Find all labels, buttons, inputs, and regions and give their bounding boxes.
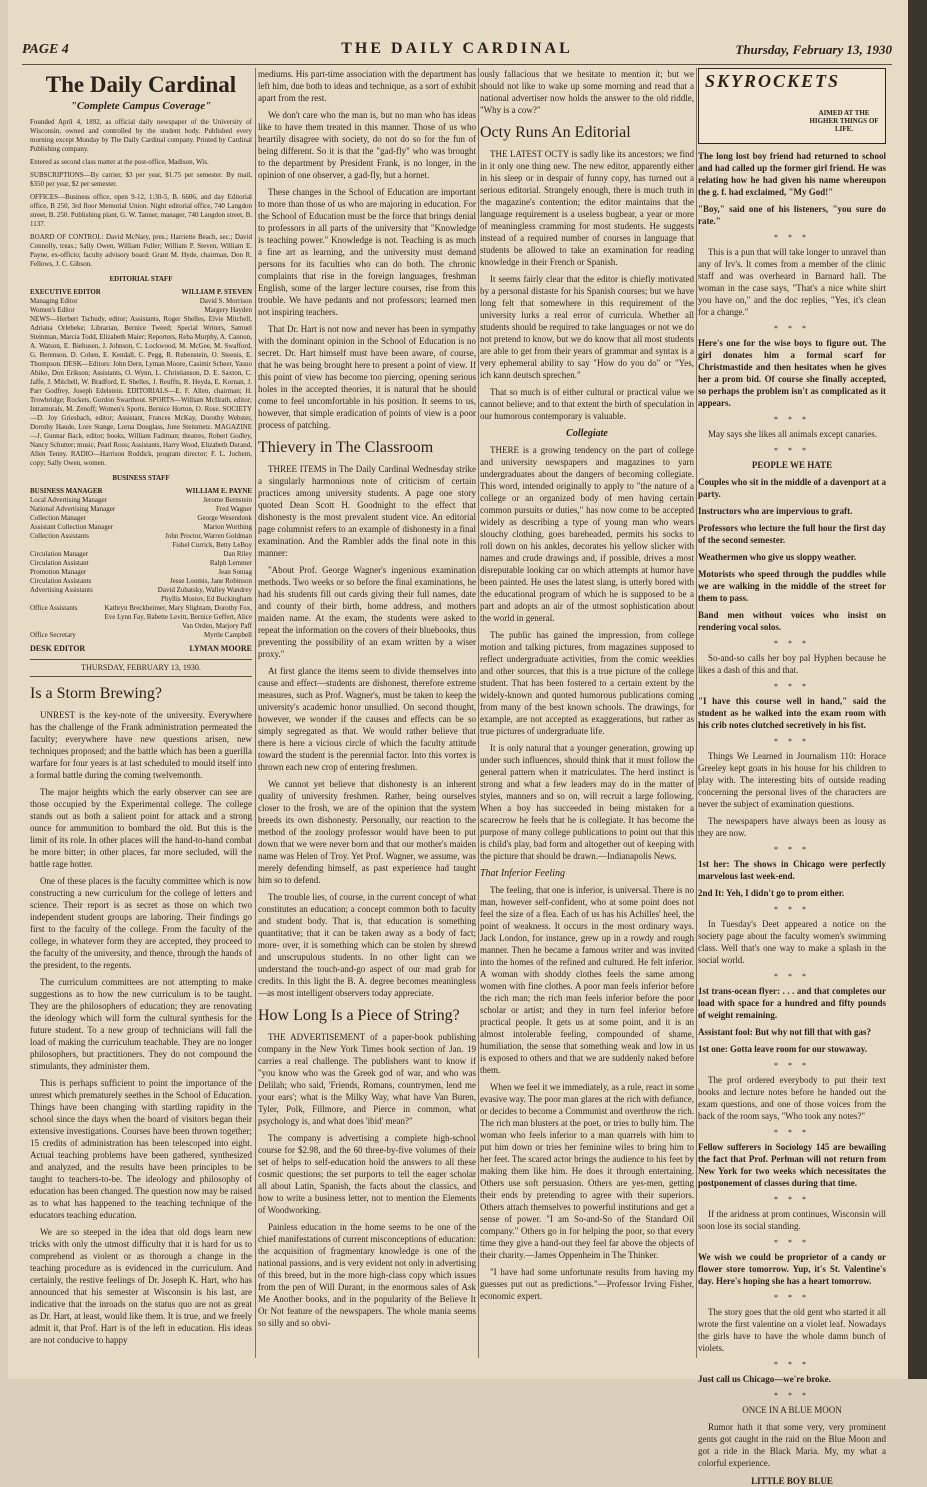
- column-rule: [696, 68, 697, 1358]
- founded-note: Founded April 4, 1892, as official daily newspaper of the University of Wisconsin, owned and controlled by the student body. Published every morning except Monday by The Daily Cardinal company. Printed by Cardinal Publishing company.: [30, 118, 252, 153]
- skyrockets-title: SKYROCKETS: [705, 71, 841, 91]
- item: Instructors who are impervious to graft.: [698, 506, 853, 516]
- separator: * * *: [774, 1128, 810, 1137]
- item: Motorists who speed through the puddles while we are walking in the middle of the street for them to pass.: [698, 569, 886, 603]
- staff-title: Office Secretary: [30, 631, 76, 639]
- headline-storm: Is a Storm Brewing?: [30, 685, 162, 702]
- staff-name: John Proctor, Warren Goldman: [165, 532, 252, 540]
- staff-name: Margery Hayden: [204, 306, 252, 314]
- staff-row: [30, 577, 252, 586]
- item: Couples who sit in the middle of a davenport at a party.: [698, 477, 887, 499]
- separator: * * *: [774, 1391, 810, 1400]
- staff-title: Advertising Assistants: [30, 586, 93, 594]
- separator: * * *: [774, 905, 810, 914]
- desk-editor-row: [30, 644, 252, 653]
- staff-title: Local Advertising Manager: [30, 496, 107, 504]
- staff-title: Circulation Assistant: [30, 559, 89, 567]
- item: Assistant fool: But why not fill that with gas?: [698, 1027, 872, 1037]
- paragraph: THREE ITEMS in The Daily Cardinal Wednesday strike a singularly harmonious note of criticism of certain practices among university students. A page one story quoted Dean Scott H. Goodnight to the effect that dishonesty is the most prevalent student vice. An editorial page columnist refers to an example of dishonesty in a final examination. And the Rambler adds the final note in this manner:: [258, 464, 476, 558]
- staff-row: [30, 595, 252, 604]
- separator: * * *: [774, 415, 810, 424]
- staff-name: David S. Morrison: [199, 297, 252, 305]
- staff-row: [30, 306, 252, 315]
- item: Just call us Chicago—we're broke.: [698, 1374, 831, 1384]
- staff-name: Phyllis Mostov, Ed Buckingham: [161, 595, 252, 603]
- page-number: PAGE 4: [22, 42, 69, 57]
- skyrockets-header: [698, 68, 886, 144]
- separator: * * *: [774, 1293, 810, 1302]
- separator: * * *: [774, 1238, 810, 1247]
- business-staff-heading: BUSINESS STAFF: [112, 474, 170, 482]
- paragraph: The major heights which the early observer can see are those occupied by the Experimental college. The college stands out as both a salient point for attack and a strong ounce for ammunition to bombard the old. But this is the limit of its role. In other places will the hand-to-hand combat be more bitter; in other places, far more secluded, will the battle rage hotter.: [30, 787, 252, 869]
- nameplate: The Daily Cardinal: [45, 72, 237, 97]
- paragraph: UNREST is the key-note of the university. Everywhere has the challenge of the Frank administration permeated the faculty; everywhere have new questions arisen, new techniques proposed; and the battle which has been a guerilla warfare for four years is at last scheduled to mould itself into a formal battle during the coming twelvemonth.: [30, 710, 252, 780]
- item: 1st her: The shows in Chicago were perfectly marvelous last week-end.: [698, 859, 886, 881]
- paragraph: ously fallacious that we hesitate to mention it; but we should not like to wake up some morning and read that a national advertiser now holds the answer to the old riddle, "Why is a cow?": [480, 69, 694, 115]
- paragraph: It seems fairly clear that the editor is chiefly motivated by a personal distaste for his Spanish courses; but we have long felt that somewhere in this requirement of the university lurks a real error of curricula. Whether all students should be required to take languages or not we do not pretend to know, but we do know that all most students are able to get from their years of grammar and syntax is a very ephemeral ability to say "How do you do" or "Yes, ich kann deutsch sprechen.": [480, 274, 694, 380]
- issue-date: Thursday, February 13, 1930: [735, 42, 892, 57]
- column-3: [480, 68, 694, 1368]
- staff-row: [30, 568, 252, 577]
- staff-row: [30, 586, 252, 595]
- paragraph: We don't care who the man is, but no man who has ideas like to have them treated in this manner. Those of us who heartily disagree with society, do not do so for the fun of being different. So it is that the "gad-fly" who was brought to the department by President Frank, is no longer, in the opinion of one observer, a gad-fly, but a hornet.: [258, 110, 476, 180]
- item: We wish we could be proprietor of a candy or flower store tomorrow. Yup, it's St. Valentine's day. Here's hoping she has a heart tomorrow.: [698, 1252, 886, 1286]
- staff-list: NEWS—Herbert Tschudy, editor; Assistants, Roger Shelles, Elvie Mitchell, Adriana Orlebeke; Librarian, Bernice Tweed; Special Writers, Samuel Steinman, Marcia Todd, Elizabeth Maier; Reporters, Reba Murphy, A. Cannon, A. Watson, E. Biehusen, J. Johnson, C. Lockwood, M. McGee, M. Swafford, G. Berenson, D. Cohen, E. Kendall, C. Pegg, R. Rubenstein, O. Steenis, E. Thompson. DESK—Editors: John Dern, Lyman Moore, Casimir Scheer, Yasuo Abiko, Don Erikson; Assistants, O. Wynn, L. Christianson, D. E. Saxton, C. Jaffe, J. Mitchell, W. Bradford, E. Shelles, J. Reuffts, R. Heyda, E. Kornan, J. Parr Godfrey, Joseph Edelstein. EDITORIALS—E. F. Allen, chairman; H. Trowbridge; Rockets, Gordon Swarthout. SPORTS—William McIlrath, editor; Intramurals, M. Zenoff; Women's Sports, Bernice Horton, O. Rose. SOCIETY—D. Joy Griesbach, editor; Assistant, Frances McKay, Dorothy Webster, Dorothy Haude, Lore Stange, Lorna Douglass, June Steinmetz. MAGAZINE—J. Gunnar Back, editor; books, William Fadiman; theatres, Robert Godley, Nancy Schutter; music, Pearl Roos; Assistants, Harry Wood, Elizabeth Durand, Allen Tenny. RADIO—Harrison Roddick, program director; F. L. Jochem, copy; Sally Owen, women.: [30, 315, 252, 467]
- item: The story goes that the old gent who started it all wrote the first valentine on a violet leaf. Nowadays the girls have to have the whole damn bunch of violets.: [698, 1307, 886, 1353]
- item: If the aridness at prom continues, Wisconsin will soon lose its social standing.: [698, 1209, 886, 1231]
- column-4: [698, 68, 887, 1486]
- headline-octy: Octy Runs An Editorial: [480, 124, 631, 141]
- staff-name: Fred Wagner: [215, 505, 252, 513]
- headline-thievery: Thievery in The Classroom: [258, 439, 434, 456]
- separator: * * *: [774, 1360, 810, 1369]
- staff-title: BUSINESS MANAGER: [30, 487, 103, 495]
- staff-title: National Advertising Manager: [30, 505, 116, 513]
- paragraph: This is perhaps sufficient to point the importance of the unrest which prematurely seethes in the School of Education. Things have been changing with startling rapidity in the school since the days when the board of visitors began their extensive investigations. Courses have been thrown together; 15 credits of administration has been telescoped into eight. Actual teaching problems have been gathered, synthesized and analyzed, and the results have been principles to be taught to teachers-to-be. The ideology and philosophy of education has been changed. The question now may be raised as to what has happened to the teaching technique of the educators teaching education.: [30, 1078, 252, 1220]
- staff-title: EXECUTIVE EDITOR: [30, 288, 101, 296]
- item: Weathermen who give us sloppy weather.: [698, 552, 857, 562]
- staff-row: [30, 523, 252, 532]
- item: 2nd It: Yeh, I didn't go to prom either.: [698, 888, 845, 898]
- staff-title: Circulation Manager: [30, 550, 89, 558]
- item-heading: PEOPLE WE HATE: [751, 460, 833, 470]
- staff-name: George Wesendonk: [197, 514, 252, 522]
- paragraph: These changes in the School of Education are important to more than those of us who are majoring in education. For the School of Education must be the force that brings denial to professors in all parts of the university that "Knowledge is teaching power." Knowledge is not. Teaching is as much a fine art as learning, and the university must demand persons for its faculties who can do both. The chronic complaints that rise in the foreign languages, freshman English, some of the larger lecture courses, rise from this trouble. We have pedants and not professors; learned men not inspiring teachers.: [258, 187, 476, 317]
- staff-name: David Zubatsky, Walley Wandrey: [157, 586, 252, 594]
- staff-row: [30, 550, 252, 559]
- editorial-staff-heading: EDITORIAL STAFF: [109, 275, 173, 283]
- staff-title: DESK EDITOR: [30, 644, 86, 653]
- item: "I have this course well in hand," said the student as he walked into the exam room with his crib notes clutched secretively in his fist.: [698, 696, 886, 730]
- paragraph: We are so steeped in the idea that old dogs learn new tricks with only the utmost difficulty that it is hard for us to comprehend as violent or as thorough a change in the teaching procedure as is evidenced in the curriculum. And certainly, the restive feelings of Dr. Joseph K. Hart, who has announced that his semester at Wisconsin is his last, are indicative that the inroads on the status quo are not as great as Dr. Hart, at least, would like them. It is true, and we freely admit it, that Prof. Hart is of the left in education. His ideas are not conducive to happy: [30, 1227, 252, 1345]
- staff-title: Managing Editor: [30, 297, 78, 305]
- separator: * * *: [774, 682, 810, 691]
- item: Here's one for the wise boys to figure out. The girl donates him a formal scarf for Christmastide and then hesitates when he gives her a prom bid. Of course she finally accepted, so perhaps the problem isn't as complicated as it appears.: [698, 338, 886, 408]
- staff-title: Circulation Assistants: [30, 577, 92, 585]
- item: Band men without voices who insist on rendering vocal solos.: [698, 610, 886, 632]
- item: "Boy," said one of his listeners, "you sure do rate.": [698, 204, 886, 226]
- item: Rumor hath it that some very, very prominent gents got caught in the raid on the Blue Moon and got a ride in the Black Maria. My, my what a colorful experience.: [698, 1422, 886, 1468]
- column-2: [258, 68, 476, 1368]
- paragraph: The public has gained the impression, from college motion and talking pictures, from magazines supposed to reflect undergraduate activities, from the comic weeklies and other sources, that this is a true picture of the college student. That has been fostered to a certain extent by the widely-known and quoted humorous publications coming from many of the best known schools. The drawings, for example, are not accepted as exaggerations, but rather as true pictures of undergraduate life.: [480, 630, 694, 736]
- item: May says she likes all animals except canaries.: [708, 429, 877, 439]
- staff-row: [30, 505, 252, 514]
- staff-name: Kathryn Breckheimer, Mary Slightam, Dorothy Fox, Eve Lynn Fay, Babette Levitt, Bernice Geffert, Alice Van Orden, Marjory Paff: [104, 604, 252, 630]
- entered-note: Entered as second class matter at the post-office, Madison, Wis.: [30, 158, 209, 166]
- staff-row: [30, 297, 252, 306]
- paragraph: mediums. His part-time association with the department has left him, due both to ideas and technique, as a sort of exhibit apart from the rest.: [258, 69, 476, 103]
- paragraph: The feeling, that one is inferior, is universal. There is no man, however self-confident, who at some point does not feel the size of a flea. Each of us has his Achilles' heel, the point of weakness. It occurs in the most ordinary ways. Jack London, for instance, grew up in a rowdy and rough manner. Then he became a famous writer and was invited into the homes of the refined and cultured. He felt inferior. A woman with shoddy clothes feels the same among women with fine clothes. A poor man feels inferior before the rich man; the rich man feels inferior before the poor scholar or artist; and they in turn feel inferior before practical people. It gets us at some point, and it is an almost intolerable feeling, compounded of shame, humiliation, the sense that something weak and low in us is exposed to others and that we are suddenly naked before them.: [480, 885, 694, 1075]
- staff-title: Assistant Collection Manager: [30, 523, 114, 531]
- paragraph: One of these places is the faculty committee which is now constructing a new curriculum for the college of letters and science. Their report is as secret as those on which two independent student groups are laboring. Their findings go first to the faculty of the college. From the faculty of the college, in whatever form they are accepted, they proceed to the faculty of the university, and thence, through the hands of the president, to the regents.: [30, 876, 252, 970]
- separator: * * *: [774, 446, 810, 455]
- staff-title: Office Assistants: [30, 604, 78, 612]
- staff-title: Women's Editor: [30, 306, 75, 314]
- tagline: "Complete Campus Coverage": [70, 100, 212, 112]
- staff-name: Jean Sontag: [218, 568, 252, 576]
- paragraph: THE LATEST OCTY is sadly like its ancestors; we find in it only one thing new. The new editor, apparently either in his sleep or in despair of funny copy, has turned out a serious editorial. Strangely enough, there is much truth in the magazine's contention; the editor maintains that the language requirement is a useless bugbear, a year or more of meaningless cramming for most students. He suggests instead of a required number of courses in language that students be allowed to take an examination for reading knowledge in their French or Spanish.: [480, 149, 694, 267]
- separator: * * *: [774, 639, 810, 648]
- staff-row: [30, 288, 252, 297]
- headline-string: How Long Is a Piece of String?: [258, 1007, 460, 1024]
- staff-name: Jerome Bernstein: [203, 496, 252, 504]
- item: 1st trans-ocean flyer: . . . and that completes our load with space for a hundred and fifty pounds of weight remaining.: [698, 986, 886, 1020]
- offices: OFFICES—Business office, open 9-12, 1:30-5, B. 6606, and day Editorial office, B 250, 3rd floor Memorial Union. Night editorial office, 740 Langdon street, B. 250. Publishing plant, G. W. Tanner, manager, 740 Langdon street, B. 1137.: [30, 193, 252, 228]
- headline-collegiate: Collegiate: [566, 428, 608, 439]
- item: The long lost boy friend had returned to school and had called up the former girl friend. He was relating how he had given his name whereupon the g. f. had exclaimed, "My God!": [698, 151, 886, 197]
- staff-row: [30, 604, 252, 631]
- staff-title: Collection Assistants: [30, 532, 89, 540]
- separator: * * *: [774, 324, 810, 333]
- paragraph: It is only natural that a younger generation, growing up under such influences, should think that it must follow the general pattern when it matriculates. The herd instinct is strong and what a few leaders may do in the matter of styles, manners and so on, will recruit a large following. When a boy has succeeded in being mistaken for a scarecrow he feels that he is collegiate. It has become the purpose of many college publications to point out that this is child's play, bad form and altogether out of keeping with the picture that should be drawn.—Indianapolis News.: [480, 743, 694, 861]
- staff-name: Fishel Currick, Betty LeBoy: [172, 541, 252, 549]
- column-rule: [478, 68, 479, 1358]
- staff-title: Collection Manager: [30, 514, 86, 522]
- board-of-control: BOARD OF CONTROL: David McNary, pres.; Harriette Beach, sec.; David Connolly, treas.; Sally Owen, William Fuller; William P. Steven, William E. Payne, ex-officio; faculty advisory board: Grant M. Hyde, chairman, Don R. Fellows, J. C. Gibson.: [30, 233, 252, 268]
- staff-name: Myrtle Campbell: [203, 631, 252, 639]
- item: Professors who lecture the full hour the first day of the second semester.: [698, 523, 886, 545]
- staff-row: [30, 541, 252, 550]
- paragraph: THE ADVERTISEMENT of a paper-book publishing company in the New York Times book section of Jan. 19 carries a real challenge. The publishers want to know if "you know who was the Greek god of war, and who was Delilah; who said, 'Friends, Romans, countrymen, lend me your ears'; what is the Milky Way, what have Van Buren, Tyler, Polk, Fillmore, and Pierce in common, what psychology is, and what does 'ibid' mean?": [258, 1032, 476, 1126]
- staff-name: Ralph Lemmer: [209, 559, 252, 567]
- item: In Tuesday's Deet appeared a notice on the society page about the faculty women's swimming class. Well that's one way to make a splash in the social world.: [698, 919, 886, 965]
- staff-name: LYMAN MOORE: [189, 644, 252, 653]
- staff-name: WILLIAM E. PAYNE: [185, 487, 252, 495]
- separator: * * *: [774, 972, 810, 981]
- separator: * * *: [774, 1195, 810, 1204]
- staff-name: WILLIAM P. STEVEN: [181, 288, 252, 296]
- item: Fellow sufferers in Sociology 145 are bewailing the fact that Prof. Perlman will not return from New York for two weeks which necessitates the postponement of classes during that time.: [698, 1142, 886, 1188]
- staff-title: Promotion Manager: [30, 568, 87, 576]
- item: This is a pun that will take longer to unravel than any of Irv's. It comes from a member of the clinic staff and was overheard in Barnard hall. The woman in the case says, "That's a nice white shirt you have on," and the doc replies, "Yes, it's clean for a change.": [698, 247, 886, 317]
- paragraph: That Dr. Hart is not now and never has been in sympathy with the dominant opinion in the School of Education is no secret. Dr. Hart himself must have been aware, of course, that he was being brought here to present a point of view. If this point of view has become too piercing, opening serious holes in the accepted theories, it is natural that he should come to feel uncomfortable in his position. It seems to us, however, that simple eradication of points of view is a poor process of patching.: [258, 324, 476, 430]
- paragraph: When we feel it we immediately, as a rule, react in some evasive way. The poor man glares at the rich with defiance, or decides to become a Communist and overthrow the rich. The rich man blusters at the poet, or tries to bully him. The woman who feels inferior to a man quarrels with him to put him down or tries her feminine wiles to bring him to her feet. The scared actor brings the audience to his feet by making them like him. He does it through entertaining. Others use soft persuasion. Others are yes-men, getting their ends by pretending to agree with their superiors. Others attach themselves to powerful institutions and get a sense of power. "I am So-and-So of the Standard Oil company." Others go in for helping the poor, so that every time they give a hand-out they feel far above the objects of their charity.—James Oppenheim in The Thinker.: [480, 1082, 694, 1260]
- paragraph: At first glance the items seem to divide themselves into cause and effect—students are dishonest, therefore extreme measures, such as Prof. Wagner's, must be taken to keep the university's academic honor unsullied. On second thought, however, we wonder if the causes and effects can be so simply segregated as that. We would rather believe that there is here a vicious circle of which the faculty attitude toward the student is the perennial factor. Into this vortex is thrown each new crop of entering freshmen.: [258, 666, 476, 772]
- staff-row: [30, 631, 252, 640]
- masthead: [22, 40, 892, 65]
- item: 1st one: Gotta leave room for our stowaway.: [698, 1044, 867, 1054]
- paragraph: The company is advertising a complete high-school course for $2.98, and the 60 three-by-five volumes of their set of helps to self-education hold the answers to all these cosmic questions; the set purports to tell the eager scholar all about Latin, Spanish, the facts about the classics, and how to write a business letter, not to mention the Elements of Woodworking.: [258, 1133, 476, 1215]
- separator: * * *: [774, 845, 810, 854]
- subscriptions: SUBSCRIPTIONS—By carrier, $3 per year, $1.75 per semester. By mail, $350 per year, $2 per semester.: [30, 171, 252, 188]
- column-1: [30, 68, 252, 1368]
- paragraph: Painless education in the home seems to be one of the chief manifestations of current misconceptions of education: the acquisition of fragmentary knowledge is one of the national passions, and is very evident not only in advertising of this breed, but in the more high-class copy which issues from the pen of Will Durant, in the enormous sales of Ask Me Another books, and in the popularity of the Believe It Or Not feature of the newspapers. The whole mania seems so silly and so obvi-: [258, 1222, 476, 1328]
- item: The newspapers have always been as lousy as they are now.: [698, 816, 886, 838]
- item: So-and-so calls her boy pal Hyphen because he likes a dash of this and that.: [698, 653, 886, 675]
- paragraph: THERE is a growing tendency on the part of college and university newspapers and magazines to yarn undergraduates about the dangers of becoming collegiate. This word, intended originally to apply to "the nature of a college or an organized body of men having certain common pursuits or duties," has now come to be accepted widely as describing a type of young man who wears slouchy clothing, goes bareheaded, permits his socks to roll down on his ankles, decorates his yellow slicker with names and crude drawings and, if possible, drives a most disreputable looking car on which attempts at humor have been painted. He uses the latest slang, is utterly bored with the educational program of which he is supposed to be a part and adopts an air of the utmost sophistication about the world in general.: [480, 445, 694, 623]
- item-heading: ONCE IN A BLUE MOON: [742, 1405, 842, 1415]
- staff-row: [30, 532, 252, 541]
- paper-title: THE DAILY CARDINAL: [341, 40, 573, 57]
- staff-row: [30, 496, 252, 505]
- staff-row: [30, 559, 252, 568]
- item: The prof ordered everybody to put their text books and lecture notes before he handed out the exam questions, and one of those voices from the back of the room says, "Who took any notes?": [698, 1075, 886, 1121]
- paragraph: That so much is of either cultural or practical value we cannot believe; and to that extent the birth of speculation in our humorous contemporary is valuable.: [480, 387, 694, 421]
- separator: * * *: [774, 233, 810, 242]
- paragraph: The curriculum committees are not attempting to make suggestions as to how the new curriculum is to be taught. They are the philosophers of education; they are renovating the ideology which will form the cultural synthesis for the future student. To a new group of technicians will fall the load of making the curriculum teachable. They are no longer philosophers, but practitioners. They do not compound the stimulants, they administer them.: [30, 977, 252, 1071]
- staff-name: Marion Worthing: [203, 523, 252, 531]
- separator: * * *: [774, 737, 810, 746]
- staff-row: [30, 514, 252, 523]
- column-signature: LITTLE BOY BLUE: [751, 1476, 833, 1486]
- staff-name: Dan Riley: [223, 550, 252, 558]
- page-edge: [908, 0, 927, 1379]
- column-rule: [255, 68, 256, 1358]
- paragraph: "About Prof. George Wagner's ingenious examination methods. Two weeks or so before the final examinations, he had his students fill out cards giving their full names, date and county of their birth, home address, and mothers maiden name. At the exam, the students were asked to repeat the information on the covers of their bluebooks, thus preventing the possibility of an exam written by a wiser proxy.": [258, 565, 476, 659]
- separator: * * *: [774, 1061, 810, 1070]
- paragraph: "I have had some unfortunate results from having my guesses put out as predictions."—Professor Irving Fisher, economic expert.: [480, 1267, 694, 1301]
- headline-inferior: That Inferior Feeling: [480, 868, 565, 879]
- staff-row: [30, 487, 252, 496]
- item: Things We Learned in Journalism 110: Horace Greeley kept goats in his house for his children to play with. The interesting bits of outside reading concerning the personal lives of the characters are never the subject of examination questions.: [698, 751, 886, 809]
- dateline: THURSDAY, FEBRUARY 13, 1930.: [30, 659, 252, 677]
- paragraph: We cannot yet believe that dishonesty is an inherent quality of university freshmen. Rather, being ourselves closer to the frosh, we are of the opinion that the system breeds its own dishonesty. Personally, our reaction to the method of the zoology professor would have been to put down that we were never born and that our mother's maiden name was Helen of Troy. Yet Prof. Wagner, we assume, was merely defending himself, as past experience had taught him so to defend.: [258, 779, 476, 885]
- staff-name: Jesse Loomis, Jane Robinson: [169, 577, 252, 585]
- skyrockets-subtitle: AIMED AT THE HIGHER THINGS OF LIFE.: [809, 109, 879, 133]
- paragraph: The trouble lies, of course, in the current concept of what constitutes an education; a concept common both to faculty and student body. That is, that education is something quantitative; that it can be taken away as a body of fact; more- over, it is something which can be stolen by shrewd and unscrupulous students. In no other light can we understand the touch-and-go aspect of our mad grab for credits. In this light the B. A. degree becomes meaningless—as most intelligent observers today appreciate.: [258, 892, 476, 998]
